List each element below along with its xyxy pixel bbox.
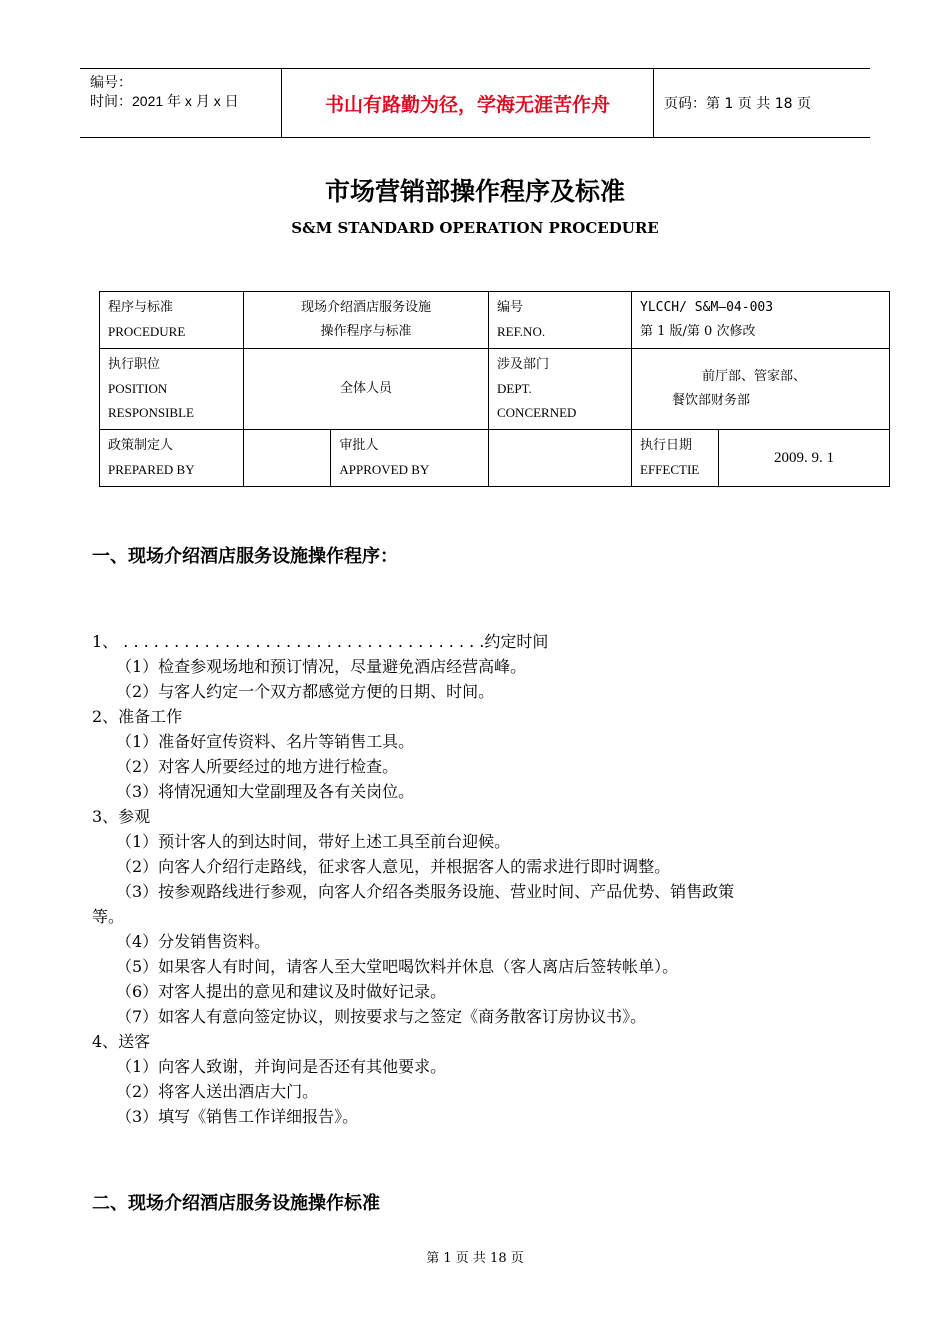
approved-label-cn: 审批人 bbox=[339, 438, 379, 453]
procedure-label-en: PROCEDURE bbox=[108, 324, 186, 339]
position-label-cn: 执行职位 bbox=[108, 357, 161, 372]
prepared-value-cell bbox=[244, 430, 331, 487]
step-sub-item: （1）准备好宣传资料、名片等销售工具。 bbox=[116, 732, 415, 751]
approved-label-cell bbox=[331, 430, 489, 487]
dept-value-1: 前厅部、管家部、 bbox=[702, 369, 807, 384]
approved-label-en: APPROVED BY bbox=[339, 462, 430, 477]
step-sub-item: （2）与客人约定一个双方都感觉方便的日期、时间。 bbox=[116, 682, 495, 701]
page-header bbox=[80, 68, 870, 138]
procedure-label-cn: 程序与标准 bbox=[108, 300, 174, 315]
step-sub-item: （1）预计客人的到达时间，带好上述工具至前台迎候。 bbox=[116, 832, 511, 851]
step-sub-item: （7）如客人有意向签定协议，则按要求与之签定《商务散客订房协议书》。 bbox=[116, 1007, 647, 1026]
effective-label-en: EFFECTIE bbox=[640, 462, 700, 477]
ref-value-1: YLCCH/ S&M—04-003 bbox=[640, 300, 774, 315]
effective-label-cell bbox=[632, 430, 719, 487]
ref-value-2: 第 1 版/第 0 次修改 bbox=[640, 324, 756, 339]
position-label-en-1: POSITION bbox=[108, 381, 168, 396]
step-sub-item: （1）检查参观场地和预订情况，尽量避免酒店经营高峰。 bbox=[116, 657, 527, 676]
step-sub-item: （3）按参观路线进行参观，向客人介绍各类服务设施、营业时间、产品优势、销售政策 bbox=[116, 882, 735, 901]
procedure-label-cell bbox=[100, 292, 244, 349]
step-sub-item: （3）将情况通知大堂副理及各有关岗位。 bbox=[116, 782, 415, 801]
position-label-cell bbox=[100, 349, 244, 430]
dept-label-en-2: CONCERNED bbox=[497, 405, 577, 420]
effective-value: 2009. 9. 1 bbox=[719, 430, 890, 487]
ref-label-cell bbox=[489, 292, 632, 349]
step-sub-item: （3）填写《销售工作详细报告》。 bbox=[116, 1107, 359, 1126]
prepared-label-cell bbox=[100, 430, 244, 487]
step-sub-item: （2）将客人送出酒店大门。 bbox=[116, 1082, 319, 1101]
step-sub-item: （1）向客人致谢，并询问是否还有其他要求。 bbox=[116, 1057, 447, 1076]
effective-label-cn: 执行日期 bbox=[640, 438, 693, 453]
step-sub-item: （6）对客人提出的意见和建议及时做好记录。 bbox=[116, 982, 447, 1001]
header-number: 编号： bbox=[90, 74, 132, 90]
step-sub-item: （2）向客人介绍行走路线，征求客人意见，并根据客人的需求进行即时调整。 bbox=[116, 857, 671, 876]
section-2-heading: 二、现场介绍酒店服务设施操作标准 bbox=[92, 1193, 380, 1214]
procedure-info-table bbox=[99, 291, 890, 487]
header-meta bbox=[80, 69, 281, 137]
position-label-en-2: RESPONSIBLE bbox=[108, 405, 194, 420]
document-title: 市场营销部操作程序及标准 bbox=[324, 177, 625, 206]
ref-label-cn: 编号 bbox=[497, 300, 524, 315]
header-time: 时间：2021 年 x 月 x 日 bbox=[90, 93, 239, 109]
step-item: 4、送客 bbox=[92, 1032, 151, 1051]
ref-value-cell bbox=[632, 292, 890, 349]
page-footer: 第 1 页 共 18 页 bbox=[426, 1251, 524, 1266]
procedure-value-1: 现场介绍酒店服务设施 bbox=[300, 300, 431, 315]
position-value: 全体人员 bbox=[244, 349, 489, 430]
prepared-label-cn: 政策制定人 bbox=[108, 438, 174, 453]
procedure-steps bbox=[92, 629, 862, 1129]
header-motto: 书山有路勤为径，学海无涯苦作舟 bbox=[281, 69, 654, 137]
ref-label-en: REF.NO. bbox=[497, 324, 546, 339]
prepared-label-en: PREPARED BY bbox=[108, 462, 195, 477]
step-item: 2、准备工作 bbox=[92, 707, 183, 726]
section-1-heading: 一、现场介绍酒店服务设施操作程序： bbox=[92, 546, 398, 567]
step-item: 3、参观 bbox=[92, 807, 151, 826]
procedure-value-cell bbox=[244, 292, 489, 349]
dept-value-cell bbox=[632, 349, 890, 430]
dept-label-cn: 涉及部门 bbox=[497, 357, 550, 372]
dept-value-2: 餐饮部财务部 bbox=[672, 393, 751, 408]
step-item: 1、 . . . . . . . . . . . . . . . . . . . . . . . . . . . . . . . . . . . .约定时间 bbox=[92, 632, 549, 651]
dept-label-cell bbox=[489, 349, 632, 430]
step-sub-item: （2）对客人所要经过的地方进行检查。 bbox=[116, 757, 399, 776]
dept-label-en-1: DEPT. bbox=[497, 381, 532, 396]
document-subtitle: S&M STANDARD OPERATION PROCEDURE bbox=[291, 219, 659, 237]
step-item: 等。 bbox=[92, 907, 125, 926]
step-sub-item: （4）分发销售资料。 bbox=[116, 932, 271, 951]
header-page: 页码：第 1 页 共 18 页 bbox=[664, 96, 811, 112]
approved-value-cell bbox=[489, 430, 632, 487]
step-sub-item: （5）如果客人有时间，请客人至大堂吧喝饮料并休息（客人离店后签转帐单）。 bbox=[116, 957, 679, 976]
procedure-value-2: 操作程序与标准 bbox=[320, 324, 412, 339]
